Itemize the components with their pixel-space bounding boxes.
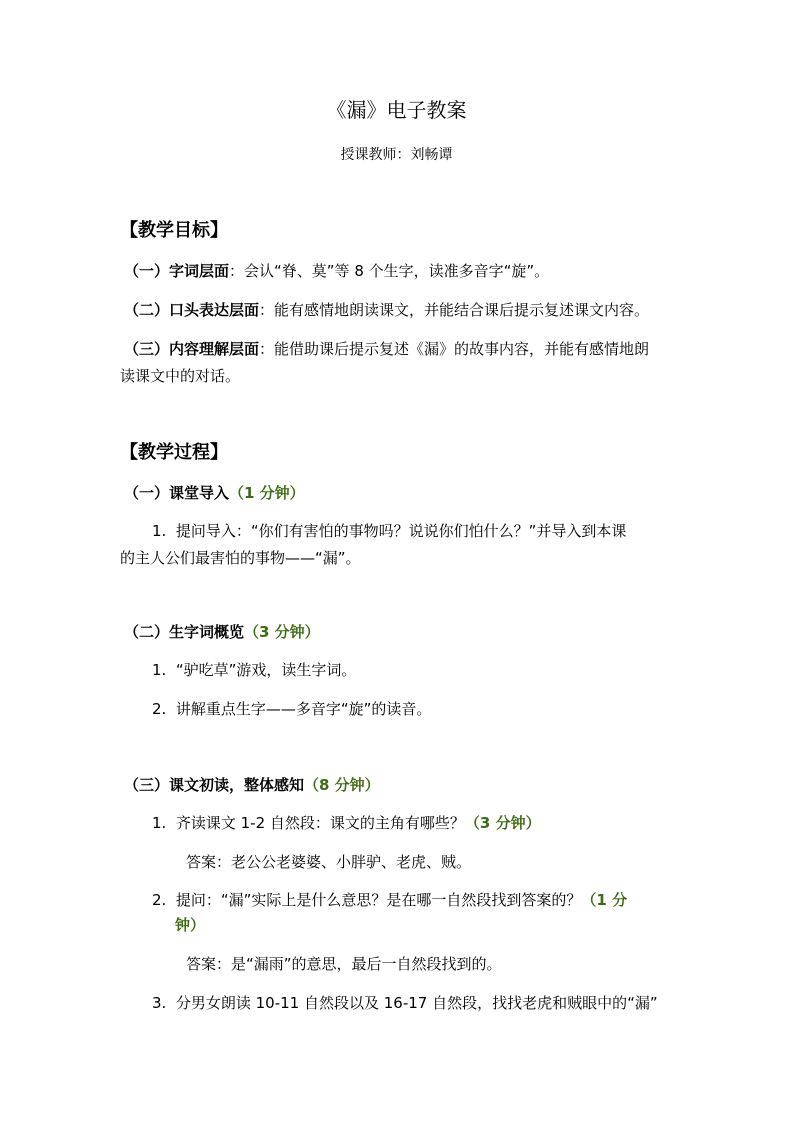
section-3-question-1	[152, 813, 541, 833]
section-1-heading	[124, 483, 305, 503]
section-1-time: （1 分钟）	[229, 484, 305, 502]
section-3-q1-number: 1.	[152, 814, 167, 832]
section-1-label: （一）课堂导入	[124, 484, 230, 502]
section-3-question-2	[152, 890, 627, 910]
teacher-label: 授课教师：刘畅谭	[340, 147, 453, 163]
section-3-q3-number: 3.	[152, 994, 167, 1012]
section-1-p1-text: 提问导入：“你们有害怕的事物吗？说说你们怕什么？”并导入到本课	[175, 522, 627, 540]
goal-item-1-text: ：会认“脊、莫”等 8 个生字，读准多音字“旋”。	[229, 262, 550, 280]
section-2-item-2-number: 2.	[152, 700, 167, 718]
section-2-item-2	[152, 699, 431, 719]
goal-item-2	[124, 300, 649, 320]
section-2-item-2-text: 讲解重点生字——多音字“旋”的读音。	[175, 700, 432, 718]
goal-item-3	[124, 339, 649, 359]
section-2-item-1	[152, 660, 356, 680]
section-3-q3-text: 分男女朗读 10-11 自然段以及 16-17 自然段，找找老虎和贼眼中的“漏”	[175, 994, 658, 1012]
section-3-time: （8 分钟）	[304, 776, 380, 794]
goal-item-3-label: （三）内容理解层面	[124, 340, 260, 358]
goal-item-3-text: ：能借助课后提示复述《漏》的故事内容，并能有感情地朗	[259, 340, 650, 358]
section-3-q1-text: 齐读课文 1-2 自然段：课文的主角有哪些？	[175, 814, 465, 832]
goal-item-1-label: （一）字词层面	[124, 262, 230, 280]
section-3-label: （三）课文初读，整体感知	[124, 776, 305, 794]
section-2-time: （3 分钟）	[244, 623, 320, 641]
goal-item-2-text: ：能有感情地朗读课文，并能结合课后提示复述课文内容。	[259, 301, 650, 319]
section-3-q2-text: 提问：“漏”实际上是什么意思？是在哪一自然段找到答案的？	[175, 891, 582, 909]
section-3-question-3	[152, 993, 658, 1013]
section-3-q2-time-start: （1 分	[581, 891, 628, 909]
section-2-heading	[124, 622, 320, 642]
section-2-label: （二）生字词概览	[124, 623, 245, 641]
goals-header: 【教学目标】	[120, 220, 228, 241]
section-3-answer-2: 答案：是“漏雨”的意思，最后一自然段找到的。	[186, 955, 502, 973]
section-1-paragraph-1-continued: 的主人公们最害怕的事物——“漏”。	[120, 549, 361, 567]
section-3-q1-time: （3 分钟）	[464, 814, 541, 832]
section-1-paragraph-1	[152, 521, 626, 541]
section-3-answer-1: 答案：老公公老婆婆、小胖驴、老虎、贼。	[186, 853, 472, 871]
section-2-item-1-number: 1.	[152, 661, 167, 679]
section-3-q2-time-end: 钟）	[175, 916, 206, 934]
process-header: 【教学过程】	[120, 442, 228, 463]
goal-item-3-continued: 读课文中的对话。	[120, 367, 241, 385]
goal-item-2-label: （二）口头表达层面	[124, 301, 260, 319]
section-3-heading	[124, 775, 380, 795]
document-title: 《漏》电子教案	[326, 98, 467, 122]
section-2-item-1-text: “驴吃草”游戏，读生字词。	[175, 661, 357, 679]
section-3-q2-number: 2.	[152, 891, 167, 909]
section-1-p1-number: 1.	[152, 522, 167, 540]
goal-item-1	[124, 261, 549, 281]
